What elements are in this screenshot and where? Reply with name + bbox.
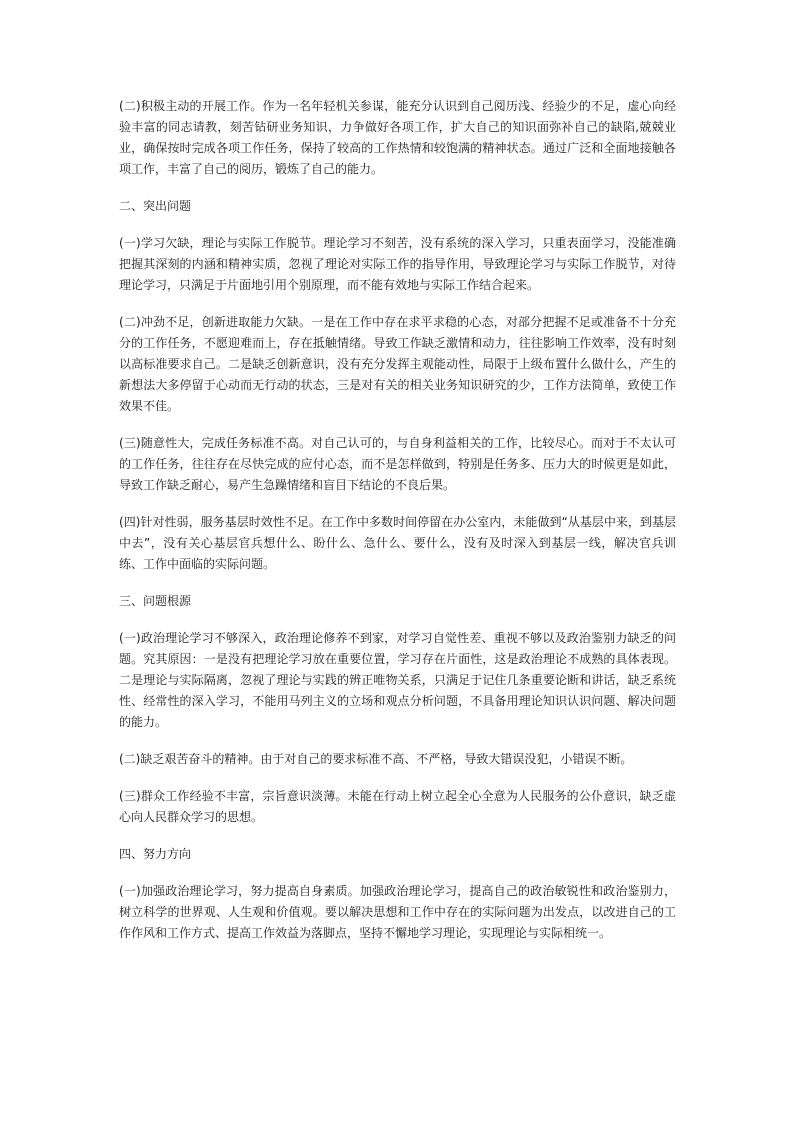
paragraph-cause-3: (三)群众工作经验不丰富，宗旨意识淡薄。未能在行动上树立起全心全意为人民服务的公仆意识，缺乏虚心向人民群众学习的思想。 xyxy=(119,789,676,824)
paragraph-cause-1: (一)政治理论学习不够深入，政治理论修养不到家，对学习自觉性差、重视不够以及政治鉴别力缺乏的问题。究其原因：一是没有把理论学习放在重要位置，学习存在片面性，这是政治理论不成熟的具体表现。二是理论与实际隔离，忽视了理论与实践的辨正唯物关系，只满足于记住几条重要论断和讲话，缺乏系统性、经常性的深入学习，不能用马列主义的立场和观点分析问题，不具备用理论知识认识问题、解决问题的能力。 xyxy=(119,631,676,729)
section-heading-directions: 四、努力方向 xyxy=(119,847,192,861)
paragraph-problem-3: (三)随意性大，完成任务标准不高。对自己认可的，与自身利益相关的工作，比较尽心。而对于不太认可的工作任务，往往存在尽快完成的应付心态，而不是怎样做到，特别是任务多、压力大的时候更是如此，导致工作缺乏耐心，易产生急躁情绪和盲目下结论的不良后果。 xyxy=(119,436,676,492)
section-heading-problems: 二、突出问题 xyxy=(119,199,192,213)
paragraph-problem-1: (一)学习欠缺，理论与实际工作脱节。理论学习不刻苦，没有系统的深入学习，只重表面学习，没能准确把握其深刻的内涵和精神实质，忽视了理论对实际工作的指导作用，导致理论学习与实际工作脱节，对待理论学习，只满足于片面地引用个别原理，而不能有效地与实际工作结合起来。 xyxy=(119,236,676,292)
paragraph-problem-4: (四)针对性弱，服务基层时效性不足。在工作中多数时间停留在办公室内，未能做到“从基层中来，到基层中去”，没有关心基层官兵想什么、盼什么、急什么、要什么，没有及时深入到基层一线，解决官兵训练、工作中面临的实际问题。 xyxy=(119,515,676,571)
paragraph-direction-1: (一)加强政治理论学习，努力提高自身素质。加强政治理论学习，提高自己的政治敏锐性和政治鉴别力，树立科学的世界观、人生观和价值观。要以解决思想和工作中存在的实际问题为出发点，以改进自己的工作作风和工作方式、提高工作效益为落脚点，坚持不懈地学习理论，实现理论与实际相统一。 xyxy=(119,884,676,940)
section-heading-root-causes: 三、问题根源 xyxy=(119,594,192,608)
paragraph-problem-2: (二)冲劲不足，创新进取能力欠缺。一是在工作中存在求平求稳的心态，对部分把握不足或准备不十分充分的工作任务，不愿迎难而上，存在抵触情绪。导致工作缺乏激情和动力，往往影响工作效率，没有时刻以高标准要求自己。二是缺乏创新意识，没有充分发挥主观能动性，局限于上级布置什么做什么，产生的新想法大多停留于心动而无行动的状态，三是对有关的相关业务知识研究的少，工作方法简单，致使工作效果不佳。 xyxy=(119,315,676,413)
paragraph-work-initiative: (二)积极主动的开展工作。作为一名年轻机关参谋，能充分认识到自己阅历浅、经验少的不足，虚心向经验丰富的同志请教，刻苦钻研业务知识，力争做好各项工作，扩大自己的知识面弥补自己的缺陷,兢兢业业，确保按时完成各项工作任务，保持了较高的工作热情和较饱满的精神状态。通过广泛和全面地接触各项工作，丰富了自己的阅历，锻炼了自己的能力。 xyxy=(119,99,676,176)
paragraph-cause-2: (二)缺乏艰苦奋斗的精神。由于对自己的要求标准不高、不严格，导致大错误没犯，小错误不断。 xyxy=(119,752,633,766)
